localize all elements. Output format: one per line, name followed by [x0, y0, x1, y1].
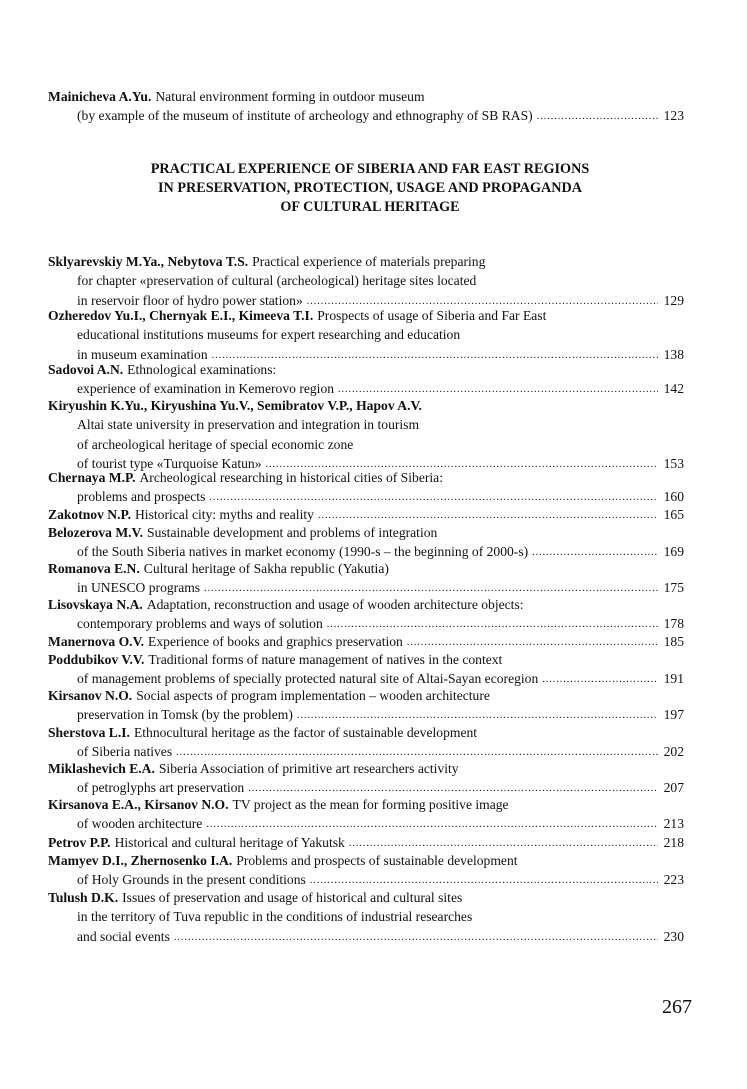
toc-title-line: TV project as the mean for forming positive image [232, 797, 509, 812]
toc-author: Mainicheva A.Yu. [48, 89, 152, 104]
toc-author: Romanova E.N. [48, 561, 140, 576]
toc-author: Belozerova M.V. [48, 525, 144, 540]
section-heading [60, 160, 680, 218]
leader-dots [338, 385, 658, 395]
toc-title-line: Social aspects of program implementation – wooden architecture [136, 688, 490, 703]
toc-title-line: Siberia Association of primitive art researchers activity [158, 761, 459, 776]
toc-page-number: 178 [663, 616, 684, 632]
toc-author: Ozheredov Yu.I., Chernyak E.I., Kimeeva T.I. [48, 308, 314, 323]
toc-author: Mamyev D.I., Zhernosenko I.A. [48, 853, 233, 868]
toc-title-line: Historical and cultural heritage of Yakutsk [114, 835, 345, 850]
toc-title-line: (by example of the museum of institute of archeology and ethnography of SB RAS) [77, 108, 533, 124]
leader-dots [174, 933, 658, 943]
toc-title-line: preservation in Tomsk (by the problem) [77, 707, 293, 723]
leader-dots [542, 675, 658, 685]
leader-dots [407, 638, 658, 648]
toc-author: Sherstova L.I. [48, 725, 130, 740]
toc-author: Zakotnov N.P. [48, 507, 131, 522]
toc-entry [48, 686, 684, 725]
leader-dots [204, 584, 658, 594]
toc-title-line: of Siberia natives [77, 744, 173, 760]
toc-title-line: Practical experience of materials preparing [252, 254, 486, 269]
toc-title-line: Experience of books and graphics preservation [148, 634, 403, 649]
toc-author: Petrov P.P. [48, 835, 111, 850]
leader-dots [248, 784, 658, 794]
toc-title-line: Altai state university in preservation and integration in tourism [77, 417, 420, 433]
toc-entry [48, 468, 684, 507]
toc-title-line: of archeological heritage of special economic zone [77, 436, 354, 452]
toc-page-number: 138 [663, 346, 684, 362]
toc-entry [48, 759, 684, 798]
toc-title-line: Archeological researching in historical cities of Siberia: [139, 470, 443, 485]
toc-page-number: 230 [663, 928, 684, 944]
leader-dots [532, 548, 658, 558]
leader-dots [209, 493, 658, 503]
toc-page-number: 202 [663, 744, 684, 760]
toc-author: Sklyarevskiy M.Ya., Nebytova T.S. [48, 254, 249, 269]
toc-page-number: 223 [663, 872, 684, 888]
toc-title-line: of the South Siberia natives in market economy (1990-s – the beginning of 2000-s) [77, 544, 529, 560]
toc-author: Manernova O.V. [48, 634, 145, 649]
toc-entry [48, 723, 684, 762]
toc-author: Kirsanova E.A., Kirsanov N.O. [48, 797, 229, 812]
toc-entry [48, 306, 684, 364]
toc-title-line: in the territory of Tuva republic in the conditions of industrial researches [77, 909, 473, 925]
page-number: 267 [662, 996, 692, 1018]
toc-title-line: Traditional forms of nature management of natives in the context [148, 652, 503, 667]
toc-title-line: Natural environment forming in outdoor museum [155, 89, 425, 104]
toc-author: Kiryushin K.Yu., Kiryushina Yu.V., Semibratov V.P., Hapov A.V. [48, 398, 422, 413]
toc-entry [48, 523, 684, 562]
toc-entry [48, 888, 684, 946]
toc-title-line: for chapter «preservation of cultural (archeological) heritage sites located [77, 273, 477, 289]
toc-title-line: educational institutions museums for expert researching and education [77, 327, 461, 343]
leader-dots [176, 748, 658, 758]
toc-author: Miklashevich E.A. [48, 761, 155, 776]
toc-page-number: 218 [663, 835, 684, 850]
toc-title-line: Ethnocultural heritage as the factor of sustainable development [133, 725, 478, 740]
toc-page-number: 207 [663, 780, 684, 796]
section-heading-line: PRACTICAL EXPERIENCE OF SIBERIA AND FAR EAST REGIONS [150, 161, 590, 177]
toc-title-line: Ethnological examinations: [127, 362, 277, 377]
toc-title-line: Cultural heritage of Sakha republic (Yakutia) [143, 561, 389, 576]
toc-entry [48, 595, 684, 634]
toc-entry [48, 632, 684, 651]
toc-title-line: Sustainable development and problems of integration [147, 525, 438, 540]
toc-page-number: 197 [663, 707, 684, 723]
leader-dots [327, 620, 658, 630]
toc-title-line: Problems and prospects of sustainable development [236, 853, 518, 868]
toc-entry-top [48, 87, 684, 126]
toc-title-line: in reservoir floor of hydro power station» [77, 292, 303, 308]
leader-dots [310, 876, 658, 886]
toc-page-number: 142 [663, 381, 684, 397]
toc-title-line: in UNESCO programs [77, 580, 201, 596]
toc-title-line: Issues of preservation and usage of historical and cultural sites [122, 890, 463, 905]
toc-page-number: 165 [663, 507, 684, 522]
toc-title-line: experience of examination in Kemerovo region [77, 381, 335, 397]
toc-page-number: 191 [663, 671, 684, 687]
toc-entry [48, 833, 684, 852]
toc-title-line: of wooden architecture [77, 816, 203, 832]
leader-dots [206, 820, 658, 830]
section-heading-line: OF CULTURAL HERITAGE [280, 199, 460, 216]
leader-dots [318, 511, 658, 521]
toc-title-line: Historical city: myths and reality [134, 507, 314, 522]
toc-author: Tulush D.K. [48, 890, 119, 905]
toc-entry [48, 360, 684, 399]
toc-author: Lisovskaya N.A. [48, 597, 143, 612]
toc-title-line: of petroglyphs art preservation [77, 780, 245, 796]
toc-page-number: 213 [663, 816, 684, 832]
toc-entry [48, 795, 684, 834]
section-heading-line: IN PRESERVATION, PROTECTION, USAGE AND PROPAGANDA [158, 180, 582, 197]
toc-title-line: of Holy Grounds in the present conditions [77, 872, 306, 888]
leader-dots [297, 711, 658, 721]
toc-page-number: 169 [663, 544, 684, 560]
toc-title-line: Prospects of usage of Siberia and Far East [317, 308, 547, 323]
toc-author: Chernaya M.P. [48, 470, 136, 485]
leader-dots [537, 112, 658, 122]
toc-author: Sadovoi A.N. [48, 362, 124, 377]
toc-title-line: contemporary problems and ways of solution [77, 616, 323, 632]
leader-dots [349, 839, 658, 849]
toc-page-number: 129 [663, 292, 684, 308]
toc-title-line: and social events [77, 928, 170, 944]
toc-page-number: 175 [663, 580, 684, 596]
toc-title-line: in museum examination [77, 346, 208, 362]
toc-title-line: of management problems of specially protected natural site of Altai-Sayan ecoregion [77, 671, 539, 687]
toc-entry [48, 851, 684, 890]
toc-entry [48, 559, 684, 598]
toc-page-number: 153 [663, 456, 684, 472]
toc-title-line: problems and prospects [77, 489, 206, 505]
toc-title-line: of tourist type «Turquoise Katun» [77, 456, 262, 472]
toc-title-line: Adaptation, reconstruction and usage of wooden architecture objects: [146, 597, 524, 612]
toc-entry [48, 505, 684, 524]
toc-entry [48, 650, 684, 689]
toc-entry [48, 396, 684, 474]
toc-page-number: 185 [663, 634, 684, 649]
toc-page-number: 160 [663, 489, 684, 505]
toc-author: Kirsanov N.O. [48, 688, 133, 703]
toc-entry [48, 252, 684, 310]
toc-author: Poddubikov V.V. [48, 652, 145, 667]
toc-page-number: 123 [663, 108, 684, 124]
